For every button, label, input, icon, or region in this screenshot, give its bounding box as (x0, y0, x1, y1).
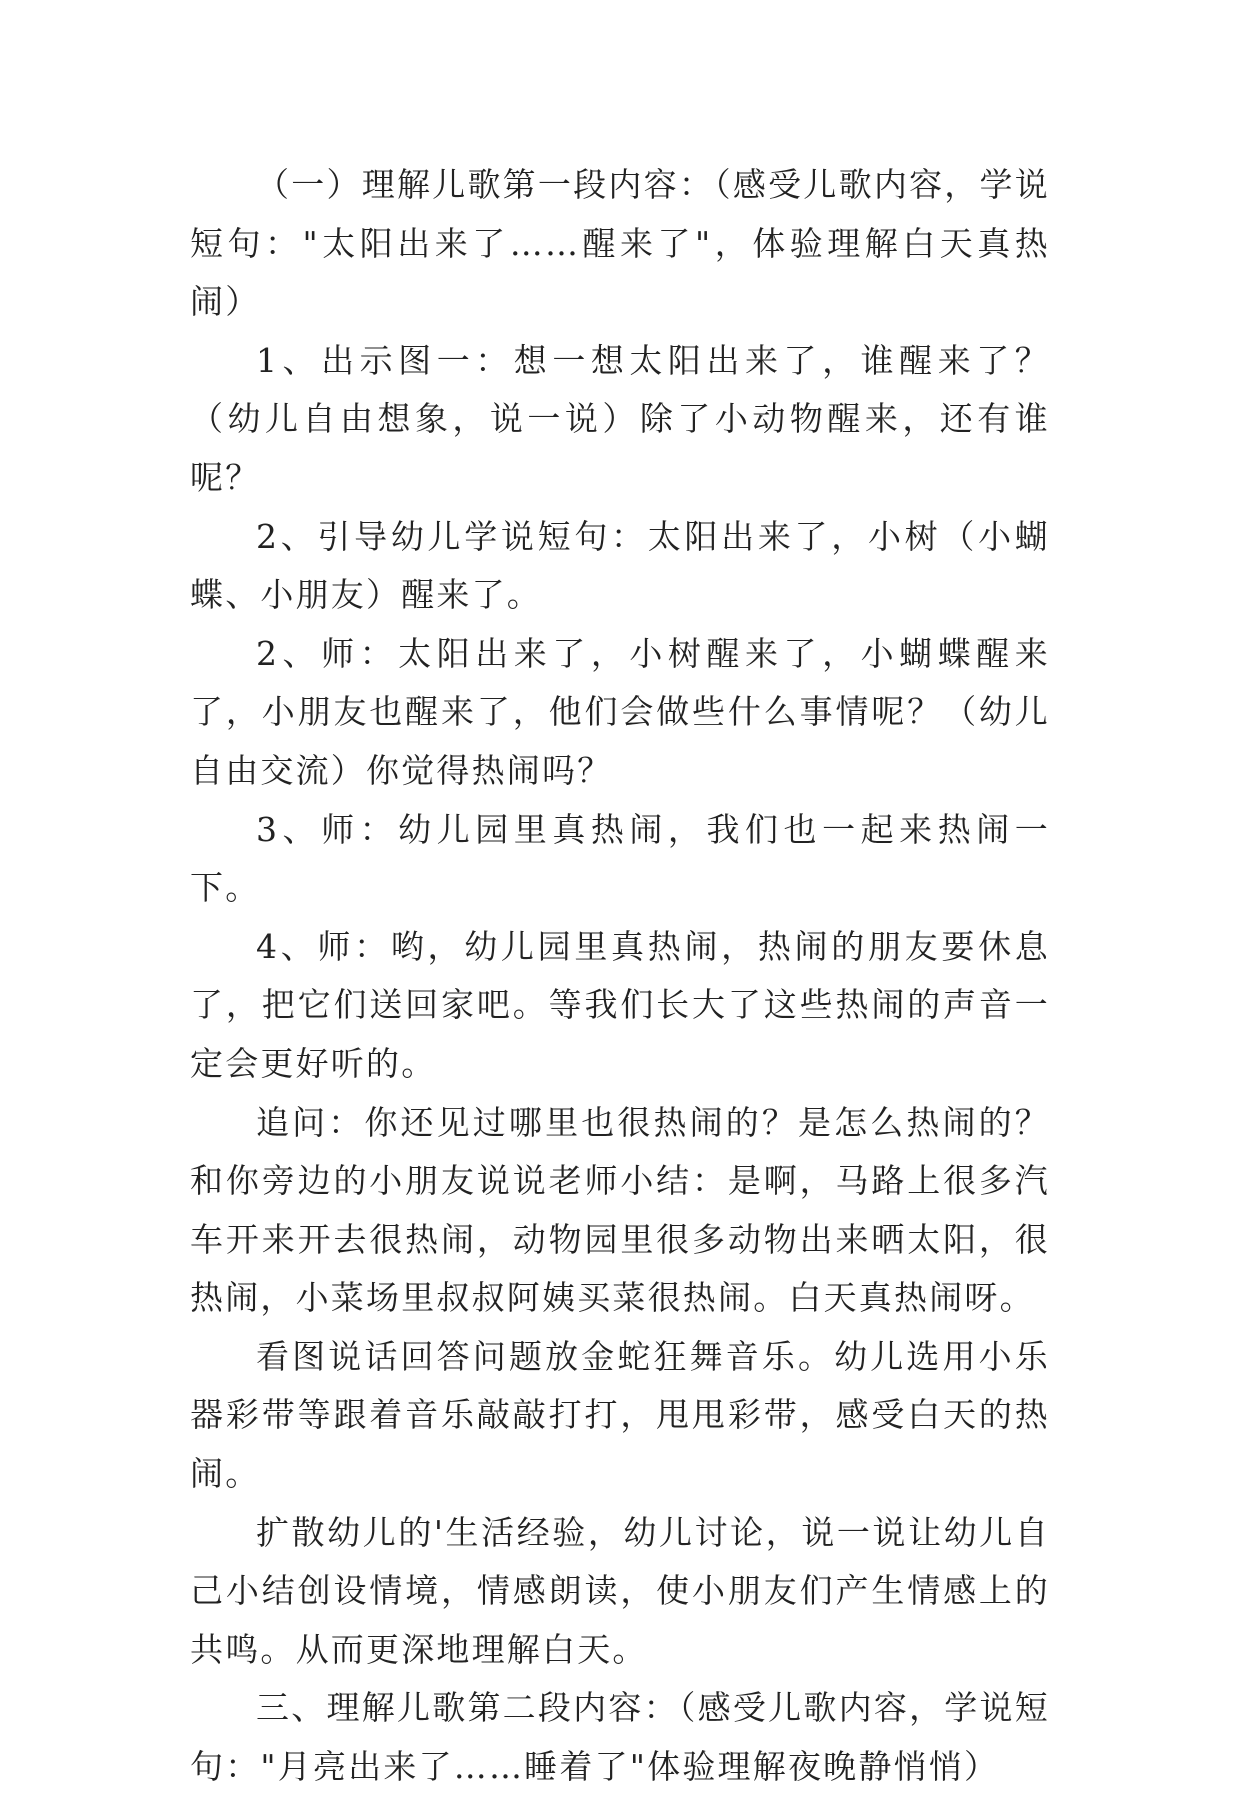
paragraph-extension: 扩散幼儿的'生活经验，幼儿讨论，说一说让幼儿自己小结创设情境，情感朗读，使小朋友们产生情感上的共鸣。从而更深地理解白天。 (190, 1512, 1050, 1669)
paragraph-step-1: 1、出示图一：想一想太阳出来了，谁醒来了？（幼儿自由想象，说一说）除了小动物醒来，还有谁呢？ (190, 340, 1050, 497)
paragraph-section-three-heading: 三、理解儿歌第二段内容：（感受儿歌内容，学说短句："月亮出来了……睡着了"体验理解夜晚静悄悄） (190, 1688, 1050, 1787)
paragraph-step-2b: 2、师：太阳出来了，小树醒来了，小蝴蝶醒来了，小朋友也醒来了，他们会做些什么事情呢？（幼儿自由交流）你觉得热闹吗？ (190, 633, 1050, 790)
document-body (190, 156, 1050, 1797)
paragraph-music-activity: 看图说话回答问题放金蛇狂舞音乐。幼儿选用小乐器彩带等跟着音乐敲敲打打，甩甩彩带，感受白天的热闹。 (190, 1336, 1050, 1494)
paragraph-step-2a: 2、引导幼儿学说短句：太阳出来了，小树（小蝴蝶、小朋友）醒来了。 (190, 516, 1050, 615)
paragraph-section-one-heading: （一）理解儿歌第一段内容：（感受儿歌内容，学说短句："太阳出来了……醒来了"，体验理解白天真热闹） (190, 165, 1050, 322)
paragraph-step-4: 4、师：哟，幼儿园里真热闹，热闹的朋友要休息了，把它们送回家吧。等我们长大了这些热闹的声音一定会更好听的。 (190, 926, 1050, 1083)
paragraph-step-3: 3、师：幼儿园里真热闹，我们也一起来热闹一下。 (190, 809, 1050, 908)
paragraph-follow-up: 追问：你还见过哪里也很热闹的？是怎么热闹的？和你旁边的小朋友说说老师小结：是啊，马路上很多汽车开来开去很热闹，动物园里很多动物出来晒太阳，很热闹，小菜场里叔叔阿姨买菜很热闹。白天真热闹呀。 (190, 1102, 1050, 1318)
